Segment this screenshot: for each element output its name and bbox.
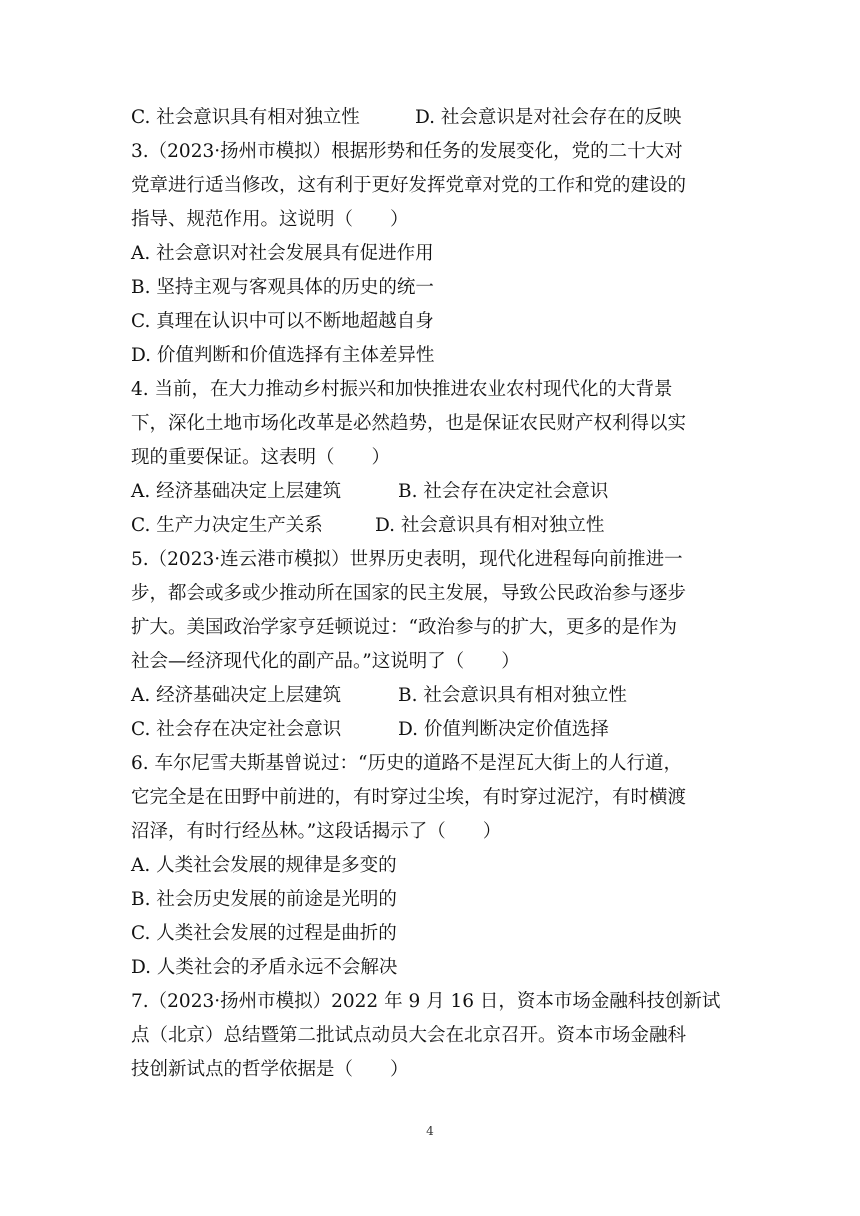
question-4-option-d: D. 社会意识具有相对独立性	[375, 515, 605, 536]
question-6-option-d: D. 人类社会的矛盾永远不会解决	[131, 957, 398, 978]
question-3-option-b: B. 坚持主观与客观具体的历史的统一	[131, 277, 434, 298]
page-number: 4	[426, 1124, 434, 1138]
question-5-stem-line-1: 5.（2023·连云港市模拟）世界历史表明，现代化进程每向前推进一	[131, 549, 683, 570]
question-6-option-b: B. 社会历史发展的前途是光明的	[131, 889, 397, 910]
question-4-stem-line-2: 下，深化土地市场化改革是必然趋势，也是保证农民财产权利得以实	[131, 413, 687, 434]
question-5-stem-line-4: 社会—经济现代化的副产品。”这说明了（ ）	[131, 651, 520, 672]
question-7-stem-line-1: 7.（2023·扬州市模拟）2022 年 9 月 16 日，资本市场金融科技创新试	[131, 991, 721, 1012]
question-6-option-a: A. 人类社会发展的规律是多变的	[131, 855, 397, 876]
question-6-option-c: C. 人类社会发展的过程是曲折的	[131, 923, 397, 944]
question-3-option-a: A. 社会意识对社会发展具有促进作用	[131, 243, 434, 264]
answer-options-row	[131, 101, 731, 135]
question-7-stem-line-3: 技创新试点的哲学依据是（ ）	[131, 1059, 409, 1080]
question-3-stem-line-3: 指导、规范作用。这说明（ ）	[131, 209, 409, 230]
question-4-stem-line-1: 4. 当前，在大力推动乡村振兴和加快推进农业农村现代化的大背景	[131, 379, 673, 400]
option-d: D. 社会意识是对社会存在的反映	[415, 107, 682, 128]
question-4-options-row-1	[131, 475, 731, 509]
question-3-stem-line-1: 3.（2023·扬州市模拟）根据形势和任务的发展变化，党的二十大对	[131, 141, 683, 162]
question-5-option-a: A. 经济基础决定上层建筑	[131, 685, 342, 706]
question-6-stem-line-2: 它完全是在田野中前进的，有时穿过尘埃，有时穿过泥泞，有时横渡	[131, 787, 687, 808]
question-4-stem-line-3: 现的重要保证。这表明（ ）	[131, 447, 391, 468]
question-4-option-c: C. 生产力决定生产关系	[131, 515, 323, 536]
question-5-stem-line-3: 扩大。美国政治学家亨廷顿说过：“政治参与的扩大，更多的是作为	[131, 617, 677, 638]
question-6-stem-line-3: 沼泽，有时行经丛林。”这段话揭示了（ ）	[131, 821, 502, 842]
question-5-options-row-1	[131, 679, 731, 713]
question-5-option-b: B. 社会意识具有相对独立性	[398, 685, 627, 706]
question-3-stem-line-2: 党章进行适当修改，这有利于更好发挥党章对党的工作和党的建设的	[131, 175, 687, 196]
document-body	[131, 101, 731, 1087]
option-c: C. 社会意识具有相对独立性	[131, 107, 360, 128]
question-6-stem-line-1: 6. 车尔尼雪夫斯基曾说过：“历史的道路不是涅瓦大街上的人行道，	[131, 753, 682, 774]
question-3-option-d: D. 价值判断和价值选择有主体差异性	[131, 345, 435, 366]
question-5-option-c: C. 社会存在决定社会意识	[131, 719, 342, 740]
question-7-stem-line-2: 点（北京）总结暨第二批试点动员大会在北京召开。资本市场金融科	[131, 1025, 687, 1046]
question-4-option-a: A. 经济基础决定上层建筑	[131, 481, 342, 502]
question-3-option-c: C. 真理在认识中可以不断地超越自身	[131, 311, 434, 332]
question-4-option-b: B. 社会存在决定社会意识	[398, 481, 609, 502]
question-5-options-row-2	[131, 713, 731, 747]
question-5-option-d: D. 价值判断决定价值选择	[398, 719, 609, 740]
question-4-options-row-2	[131, 509, 731, 543]
question-5-stem-line-2: 步，都会或多或少推动所在国家的民主发展，导致公民政治参与逐步	[131, 583, 687, 604]
